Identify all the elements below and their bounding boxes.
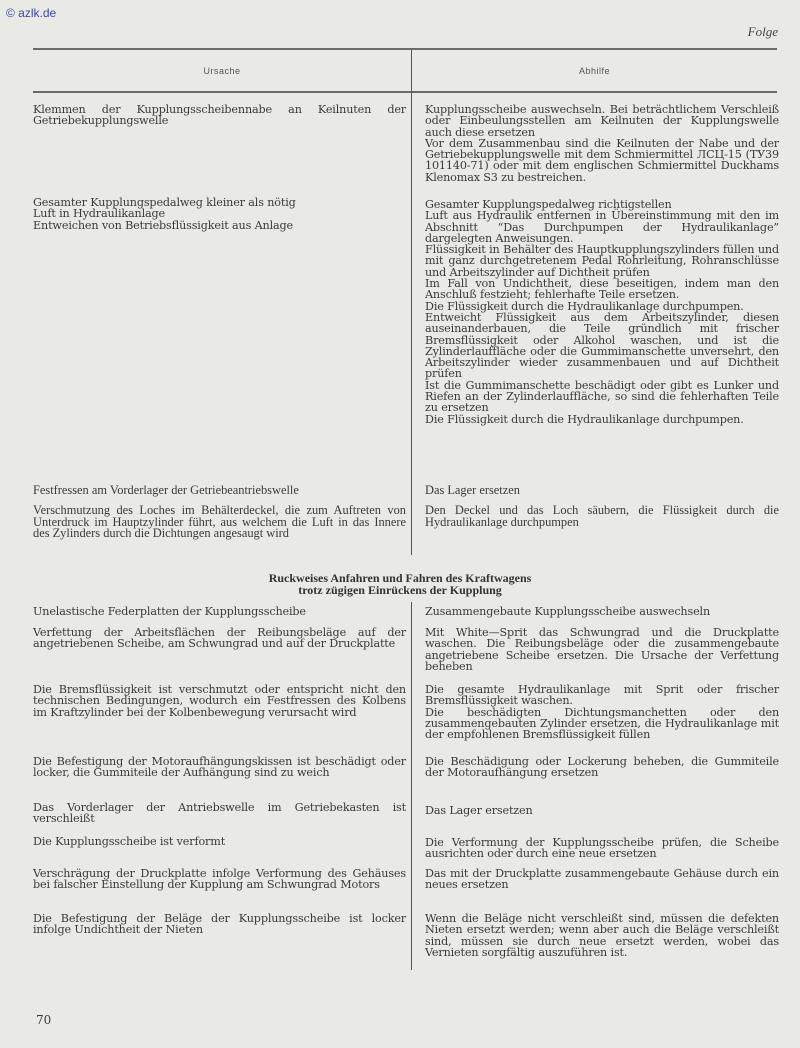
table-row-cause: Die Bremsflüssigkeit ist verschmutzt oder entspricht nicht den technischen Bedingungen, wodurch ein Festfressen des Kolbens im Kraftzylinder bei der Kolbenbewegung verursacht wird xyxy=(33,683,406,719)
table-top-rule xyxy=(33,48,777,50)
watermark: © azlk.de xyxy=(6,6,57,20)
table-row-cause: Das Vorderlager der Antriebswelle im Getriebekasten ist verschleißt xyxy=(33,801,406,826)
continuation-label: Folge xyxy=(747,24,778,39)
table-row-remedy: Gesamter Kupplungspedalweg richtigstellen Luft aus Hydraulik entfernen in Übereinstimmung mit den im Abschnitt “Das Durchpumpen der Hydraulikanlage” dargelegten Anweisungen. Flüssigkeit in Behälter des Hauptkupplungszylinders füllen und mit ganz durchgetretenem Pedal Rohrleitung, Rohranschlüsse und Arbeitszylinder auf Dichtheit prüfen Im Fall von Undichtheit, diese beseitigen, indem man den Anschluß festzieht; fehlerhafte Teile ersetzen. Die Flüssigkeit durch die Hydraulikanlage durchpumpen. Entweicht Flüssigkeit aus dem Arbeitszylinder, diesen auseinanderbauen, die Teile gründlich mit frischer Bremsflüssigkeit oder Alkohol waschen, und ist die Zylinderlauffläche oder die Gummimanschette unversehrt, den Arbeitszylinder wieder zusammenbauen und auf Dichtheit prüfen Ist die Gummimanschette beschädigt oder gibt es Lunker und Riefen an der Zylinderlauffläche, so sind die fehlerhaften Teile zu ersetzen Die Flüssigkeit durch die Hydraulikanlage durchpumpen. xyxy=(425,198,779,426)
table-row-cause: Die Kupplungsscheibe ist verformt xyxy=(33,835,226,848)
table-row-cause: Gesamter Kupplungspedalweg kleiner als nötig Luft in Hydraulikanlage Entweichen von Betriebsflüssigkeit aus Anlage xyxy=(33,196,296,232)
table-row-remedy: Mit White—Sprit das Schwungrad und die Druckplatte waschen. Die Reibungsbeläge oder die zusammengebaute angetriebene Scheibe ersetzen. Die Ursache der Verfettung beheben xyxy=(425,626,779,673)
table-header-rule xyxy=(33,91,777,93)
table-row-cause: Unelastische Federplatten der Kupplungsscheibe xyxy=(33,605,306,618)
table-row-cause: Die Befestigung der Motoraufhängungskissen ist beschädigt oder locker, die Gummiteile der Aufhängung sind zu weich xyxy=(33,755,406,780)
table-row-cause: Verschrägung der Druckplatte infolge Verformung des Gehäuses bei falscher Einstellung der Kupplung am Schwungrad Motors xyxy=(33,867,406,892)
table-row-remedy: Das Lager ersetzen xyxy=(425,804,533,817)
column-header-cause: Ursache xyxy=(203,66,241,76)
table-row-remedy: Den Deckel und das Loch säubern, die Flüssigkeit durch die Hydraulikanlage durchpumpen xyxy=(425,503,779,529)
table-row-cause: Verschmutzung des Loches im Behälterdeckel, die zum Auftreten von Unterdruck im Hauptzylinder führt, aus welchem die Luft in das Innere des Zylinders durch die Dichtungen angesaugt wird xyxy=(33,503,406,541)
table-row-cause: Verfettung der Arbeitsflächen der Reibungsbeläge auf der angetriebenen Scheibe, am Schwungrad und auf der Druckplatte xyxy=(33,626,406,651)
section-title: Ruckweises Anfahren und Fahren des Kraftwagens trotz zügigen Einrückens der Kupplung xyxy=(268,571,532,597)
table-row-cause: Die Befestigung der Beläge der Kupplungsscheibe ist locker infolge Undichtheit der Nieten xyxy=(33,912,406,937)
table-row-remedy: Die Verformung der Kupplungsscheibe prüfen, die Scheibe ausrichten oder durch eine neue ersetzen xyxy=(425,836,779,861)
table-row-remedy: Das Lager ersetzen xyxy=(425,483,520,497)
table-row-remedy: Die Beschädigung oder Lockerung beheben, die Gummiteile der Motoraufhängung ersetzen xyxy=(425,755,779,780)
table-row-cause: Klemmen der Kupplungsscheibennabe an Keilnuten der Getriebekupplungswelle xyxy=(33,103,406,128)
column-divider xyxy=(411,50,412,555)
table-row-remedy: Zusammengebaute Kupplungsscheibe auswechseln xyxy=(425,605,711,618)
table-row-remedy: Wenn die Beläge nicht verschleißt sind, müssen die defekten Nieten ersetzt werden; wenn aber auch die Beläge verschleißt sind, müssen sie durch neue ersetzt werden, wobei das Vernieten sorgfältig auszuführen ist. xyxy=(425,912,779,959)
column-header-remedy: Abhilfe xyxy=(578,66,611,76)
table-row-cause: Festfressen am Vorderlager der Getriebeantriebswelle xyxy=(33,483,299,497)
table-row-remedy: Das mit der Druckplatte zusammengebaute Gehäuse durch ein neues ersetzen xyxy=(425,867,779,892)
table-row-remedy: Die gesamte Hydraulikanlage mit Sprit oder frischer Bremsflüssigkeit waschen. Die beschädigten Dichtungsmanchetten oder den zusammengebauten Zylinder ersetzen, die Hydraulikanlage mit der empfohlenen Bremsflüssigkeit füllen xyxy=(425,683,779,742)
column-divider xyxy=(411,602,412,970)
page-number: 70 xyxy=(36,1013,52,1027)
table-row-remedy: Kupplungsscheibe auswechseln. Bei beträchtlichem Verschleiß oder Einbeulungsstellen am Keilnuten der Kupplungswelle auch diese ersetzen Vor dem Zusammenbau sind die Keilnuten der Nabe und der Getriebekupplungswelle mit dem Schmiermittel ЛСЦ-15 (ТУ39 101140-71) oder mit dem englischen Schmiermittel Duckhams Klenomax S3 zu bestreichen. xyxy=(425,103,779,184)
